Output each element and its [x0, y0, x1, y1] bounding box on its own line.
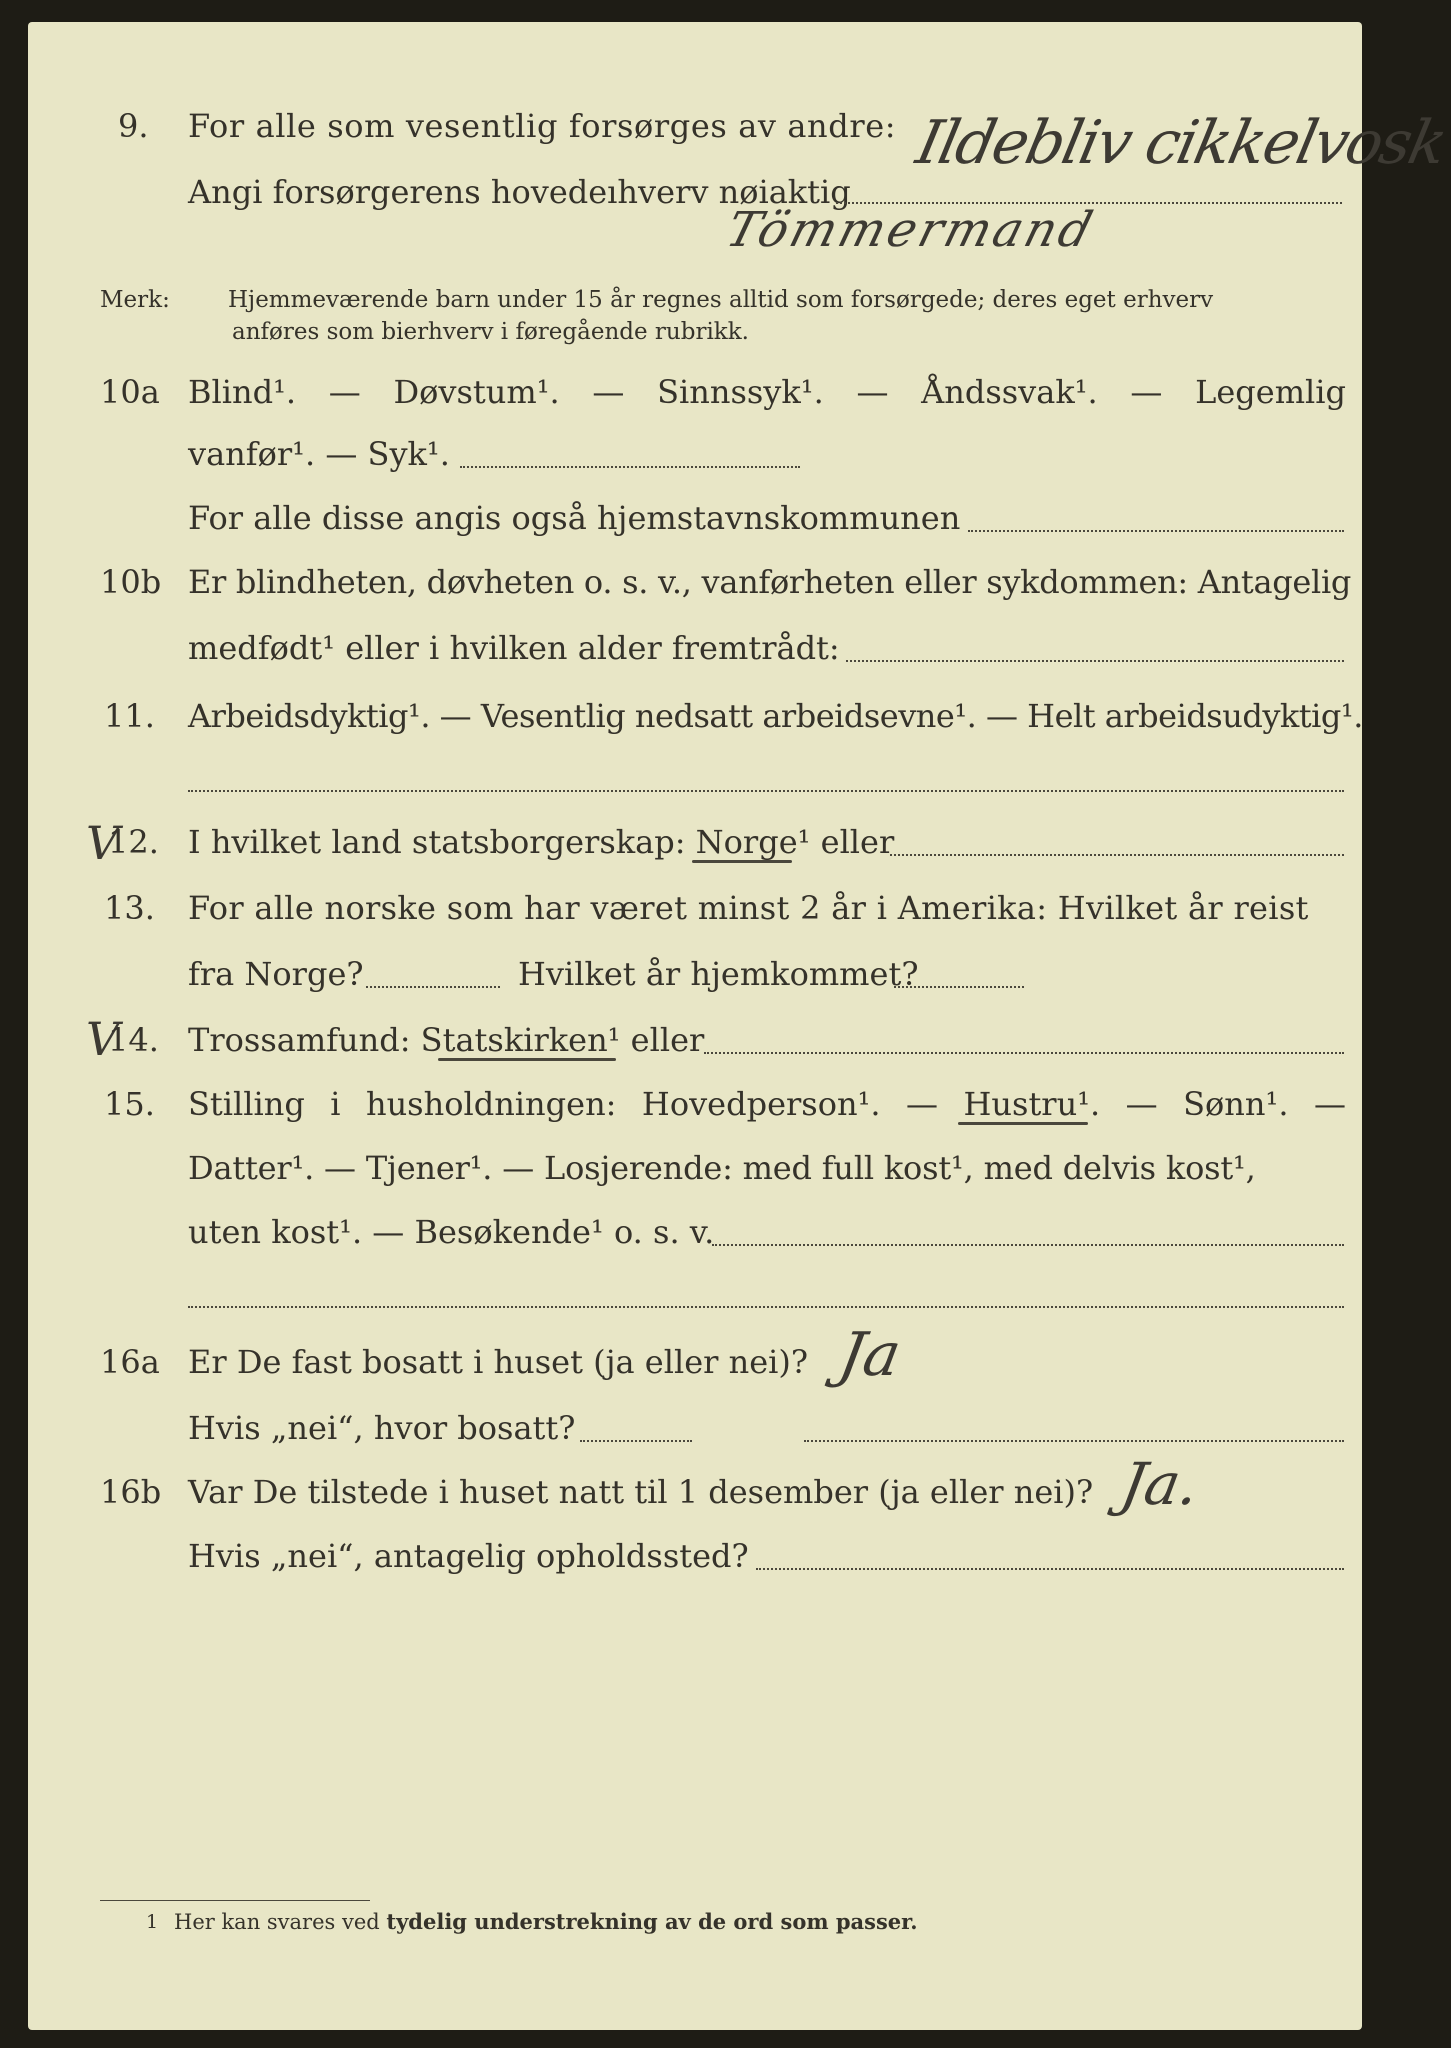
- q11-number: 11.: [104, 697, 155, 735]
- q10a-line3: For alle disse angis også hjemstavnskommunen: [188, 499, 961, 537]
- q15-underlined-answer: Hustru¹.: [963, 1085, 1101, 1123]
- q10a-item: —: [1130, 373, 1163, 411]
- footnote-text-bold: tydelig understrekning av de ord som passer.: [386, 1909, 918, 1934]
- q10b-line2: medfødt¹ eller i hvilken alder fremtrådt:: [188, 629, 840, 667]
- q11-line1: Arbeidsdyktig¹. — Vesentlig nedsatt arbeidsevne¹. — Helt arbeidsudyktig¹.: [188, 697, 1363, 735]
- q15-word: Stilling: [188, 1085, 305, 1123]
- footnote-mark: 1: [146, 1911, 159, 1933]
- q16b-line1: Var De tilstede i huset natt til 1 desember (ja eller nei)?: [188, 1473, 1094, 1511]
- q13-number: 13.: [104, 889, 155, 927]
- q9-line2: Angi forsørgerens hovedeıhverv nøiaktig: [188, 173, 851, 211]
- q10a-item: Blind¹.: [188, 373, 297, 411]
- census-form-page: [28, 22, 1451, 2030]
- q16b-line2: Hvis „nei“, antagelig opholdssted?: [188, 1537, 749, 1575]
- q12-dots: [890, 854, 1344, 856]
- q13-line2b: Hvilket år hjemkommet?: [518, 955, 919, 993]
- q10a-item: —: [856, 373, 889, 411]
- q14-dots: [704, 1052, 1344, 1054]
- q10a-item: Legemlig: [1195, 373, 1346, 411]
- footnote-text: [174, 1908, 918, 1936]
- q15-word: Sønn¹.: [1183, 1085, 1289, 1123]
- q12-prefix: I hvilket land statsborgerskap:: [188, 823, 686, 861]
- footnote-text-prefix: Her kan svares ved: [174, 1910, 380, 1934]
- q14-prefix: Trossamfund:: [188, 1021, 411, 1059]
- q16a-line1: Er De fast bosatt i huset (ja eller nei)?: [188, 1343, 809, 1381]
- footnote-rule: [100, 1900, 370, 1901]
- q10b-line2-dots: [846, 660, 1344, 662]
- q12-underline-stroke: [692, 860, 792, 863]
- q15-line1: [188, 1084, 1346, 1124]
- q16a-line2: Hvis „nei“, hvor bosatt?: [188, 1409, 576, 1447]
- q14-underline-stroke: [438, 1058, 616, 1061]
- q14-number: 14.: [108, 1021, 159, 1059]
- q16b-handwritten-answer: Ja.: [1116, 1450, 1205, 1518]
- q14-line: [188, 1020, 704, 1060]
- q15-line3: uten kost¹. — Besøkende¹ o. s. v.: [188, 1213, 715, 1251]
- q9-handwritten-answer2: Tömmermand: [720, 202, 1101, 258]
- q10b-number: 10b: [100, 563, 162, 601]
- q15-word: —: [1313, 1085, 1346, 1123]
- q10a-line2: vanfør¹. — Syk¹.: [188, 435, 450, 473]
- q15-word: husholdningen:: [365, 1085, 617, 1123]
- q11-answer-line: [188, 790, 1344, 792]
- q14-check-mark: V: [86, 1012, 120, 1066]
- q15-underline-stroke: [958, 1122, 1088, 1125]
- q10b-line1: Er blindheten, døvheten o. s. v., vanførheten eller sykdommen: Antagelig: [188, 563, 1352, 601]
- q15-word: Hovedperson¹.: [641, 1085, 881, 1123]
- q16a-number: 16a: [100, 1343, 160, 1381]
- q10a-item: —: [328, 373, 361, 411]
- q9-number: 9.: [118, 107, 149, 145]
- q15-number: 15.: [104, 1085, 155, 1123]
- q10a-item: Åndssvak¹.: [921, 373, 1098, 411]
- q16a-handwritten-answer: Ja: [833, 1320, 906, 1390]
- q13-year-left-dots: [366, 986, 500, 988]
- q15-word: i: [330, 1085, 341, 1123]
- q9-line1: For alle som vesentlig forsørges av andre:: [188, 107, 897, 145]
- q16a-dots-left: [580, 1440, 692, 1442]
- q14-suffix: eller: [630, 1021, 705, 1059]
- q10a-number: 10a: [100, 373, 160, 411]
- q10a-item: Sinnssyk¹.: [657, 373, 824, 411]
- q10a-item: Døvstum¹.: [393, 373, 560, 411]
- q15-line3-dots: [712, 1244, 1344, 1246]
- q10a-item: —: [592, 373, 625, 411]
- q12-line: [188, 822, 894, 862]
- q16b-number: 16b: [100, 1473, 162, 1511]
- q13-line2a: fra Norge?: [188, 955, 364, 993]
- q10a-line3-dots: [968, 530, 1344, 532]
- q15-word: —: [906, 1085, 939, 1123]
- q12-suffix: eller: [820, 823, 895, 861]
- q12-underlined-answer: Norge¹: [695, 823, 811, 861]
- q15-line2: Datter¹. — Tjener¹. — Losjerende: med full kost¹, med delvis kost¹,: [188, 1149, 1256, 1187]
- merk-label: Merk:: [100, 287, 170, 313]
- q10a-line1: [188, 372, 1346, 412]
- q15-word: —: [1125, 1085, 1158, 1123]
- q13-line1: For alle norske som har været minst 2 år i Amerika: Hvilket år reist: [188, 889, 1309, 927]
- q16a-dots-right: [804, 1440, 1344, 1442]
- q12-number: 12.: [108, 823, 159, 861]
- q14-underlined-answer: Statskirken¹: [420, 1021, 621, 1059]
- q13-year-return-dots: [894, 986, 1024, 988]
- merk-line1: Hjemmeværende barn under 15 år regnes alltid som forsørgede; deres eget erhverv: [228, 287, 1214, 313]
- q12-check-mark: V: [86, 816, 120, 870]
- q10a-line2-dots: [460, 466, 800, 468]
- merk-line2: anføres som bierhverv i føregående rubrikk.: [232, 319, 749, 345]
- q16b-dots: [756, 1568, 1344, 1570]
- q9-handwritten-answer1: Ildebliv cikkelvosk: [910, 108, 1451, 178]
- q15-answer-line: [188, 1306, 1344, 1308]
